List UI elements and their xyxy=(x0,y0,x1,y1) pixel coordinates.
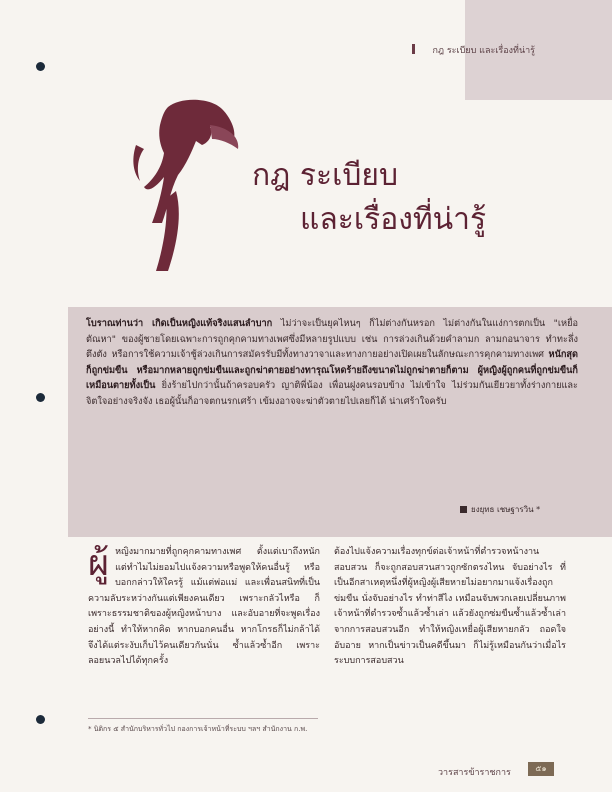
journal-name: วารสารข้าราชการ xyxy=(438,768,511,778)
body-right-text: ต้องไปแจ้งความเรื่องทุกข์ต่อเจ้าหน้าที่ตำรวจหน้างานสอบสวน ก็จะถูกสอบสวนสาวถูกซักตรงไหน จับอย่างไร ที่เป็นอีกสาเหตุหนึ่งที่ผู้หญิงผู้เสียหายไม่อยากมาแจ้งเรื่องถูกข่มขืน นั่งจับอย่างไร ทำท่าสีไง เหมือนจับพวกเลยเปลี่ยนภาพเจ้าหน้าที่ตำรวจซ้ำแล้วซ้ำเล่า แล้วยังถูกซ่มขืนซ้ำแล้วซ้ำเล่า จากการสอบสวนอีก ทำให้หญิงเหยื่อผู้เสียหายกลัว ถอดใจ อับอาย หากเป็นข่าวเป็นคดีขึ้นมา ก็ไม่รู้เหมือนกันว่าเมื่อไรระบบการสอบสวน xyxy=(334,547,566,667)
binder-hole xyxy=(36,62,45,71)
abstract-lead: โบราณท่านว่า เกิดเป็นหญิงแท้จริงแสนลำบาก xyxy=(86,318,273,329)
page-title-line1: กฎ ระเบียบ xyxy=(252,158,398,193)
abstract-highlight: หนักสุดก็ถูกข่มขืน หรือมากหลายถูกข่มขืนและถูกฆ่าตายอย่างทารุณโหดร้ายถึงขนาดไม่ถูกฆ่าตายก็ตาม ผู้หญิงผู้ถูกคนที่ถูกข่มขืนก็เหมือนตายทั้งเป็น xyxy=(86,349,578,391)
abstract-tail: ยิ่งร้ายไปกว่านั้นถ้าครอบครัว ญาติพี่น้อง เพื่อนฝูงคนรอบข้าง ไม่เข้าใจ ไม่ร่วมกันเยียวยาทั้งร่างกายและจิตใจอย่างจริงจัง เธอผู้นั้นก็อาจตกนรกเศร้า เข้มงอาจจะฆ่าตัวตายไปเลยก็ได้ น่าเศร้าใจครับ xyxy=(86,380,578,407)
footnote: * นิติกร ๕ สำนักบริหารทั่วไป กองการเจ้าหน้าที่ระบบ ฯลฯ สำนักงาน ก.พ. xyxy=(88,725,308,733)
author-line xyxy=(460,503,540,516)
square-bullet-icon xyxy=(460,506,467,513)
woman-silhouette-illustration xyxy=(118,95,258,275)
abstract-text: ไม่ว่าจะเป็นยุคไหนๆ ก็ไม่ต่างกันหรอก ไม่ต่างกันในแง่การตกเป็น "เหยื่อตัณหา" ของผู้ชายโดยเฉพาะการถูกคุกคามทางเพศซึ่งมีหลายรูปแบบ เช่น การล่วงเกินด้วยคำลามก ลามกอนาจาร ทำทะลึ่งตึงตัง หรือการใช้ความเจ้าชู้ล่วงเกินการสมัครรับมีทั้งทางวาจาและทางกายอย่างเปิดเผยในลักษณะการคุกคามทางเพศ xyxy=(86,318,578,360)
page-title-line2: และเรื่องที่น่ารู้ xyxy=(300,202,487,237)
body-column-right xyxy=(334,545,566,670)
abstract-paragraph xyxy=(86,316,578,409)
author-name: ยงยุทธ เชษฐารวิน * xyxy=(471,505,541,514)
body-column-left xyxy=(88,545,320,670)
binder-hole xyxy=(36,393,45,402)
drop-cap: ผู้ xyxy=(88,543,110,584)
running-header: กฎ ระเบียบ และเรื่องที่น่ารู้ xyxy=(432,46,535,56)
footnote-divider xyxy=(88,718,318,719)
body-left-text: หญิงมากมายที่ถูกคุกคามทางเพศ ตั้งแต่เบาถึงหนัก แต่ทำไมไม่ยอมไปแจ้งความหรือพูดให้คนอื่นรู้ หรือบอกกล่าวให้ใครรู้ แม้แต่พ่อแม่ และเพื่อนสนิทที่เป็นความลับระหว่างกันแต่เพียงคนเดียว เพราะกลัวไหรือ ก็เพราะธรรมชาติของผู้หญิงหน้าบาง และอับอายที่จะพูดเรื่องอย่างนี้ ทำให้หากคิด หากบอกคนอื่น หากโกรธก็ไม่กล้าได้ จึงได้แต่ระงับเก็บไว้คนเดียวกันนั่น ซ้ำแล้วซ้ำอีก เพราะลอยนวลไปได้ทุกครั้ง xyxy=(88,547,320,667)
page-number: ๕๑ xyxy=(528,762,554,776)
binder-hole xyxy=(36,715,45,724)
